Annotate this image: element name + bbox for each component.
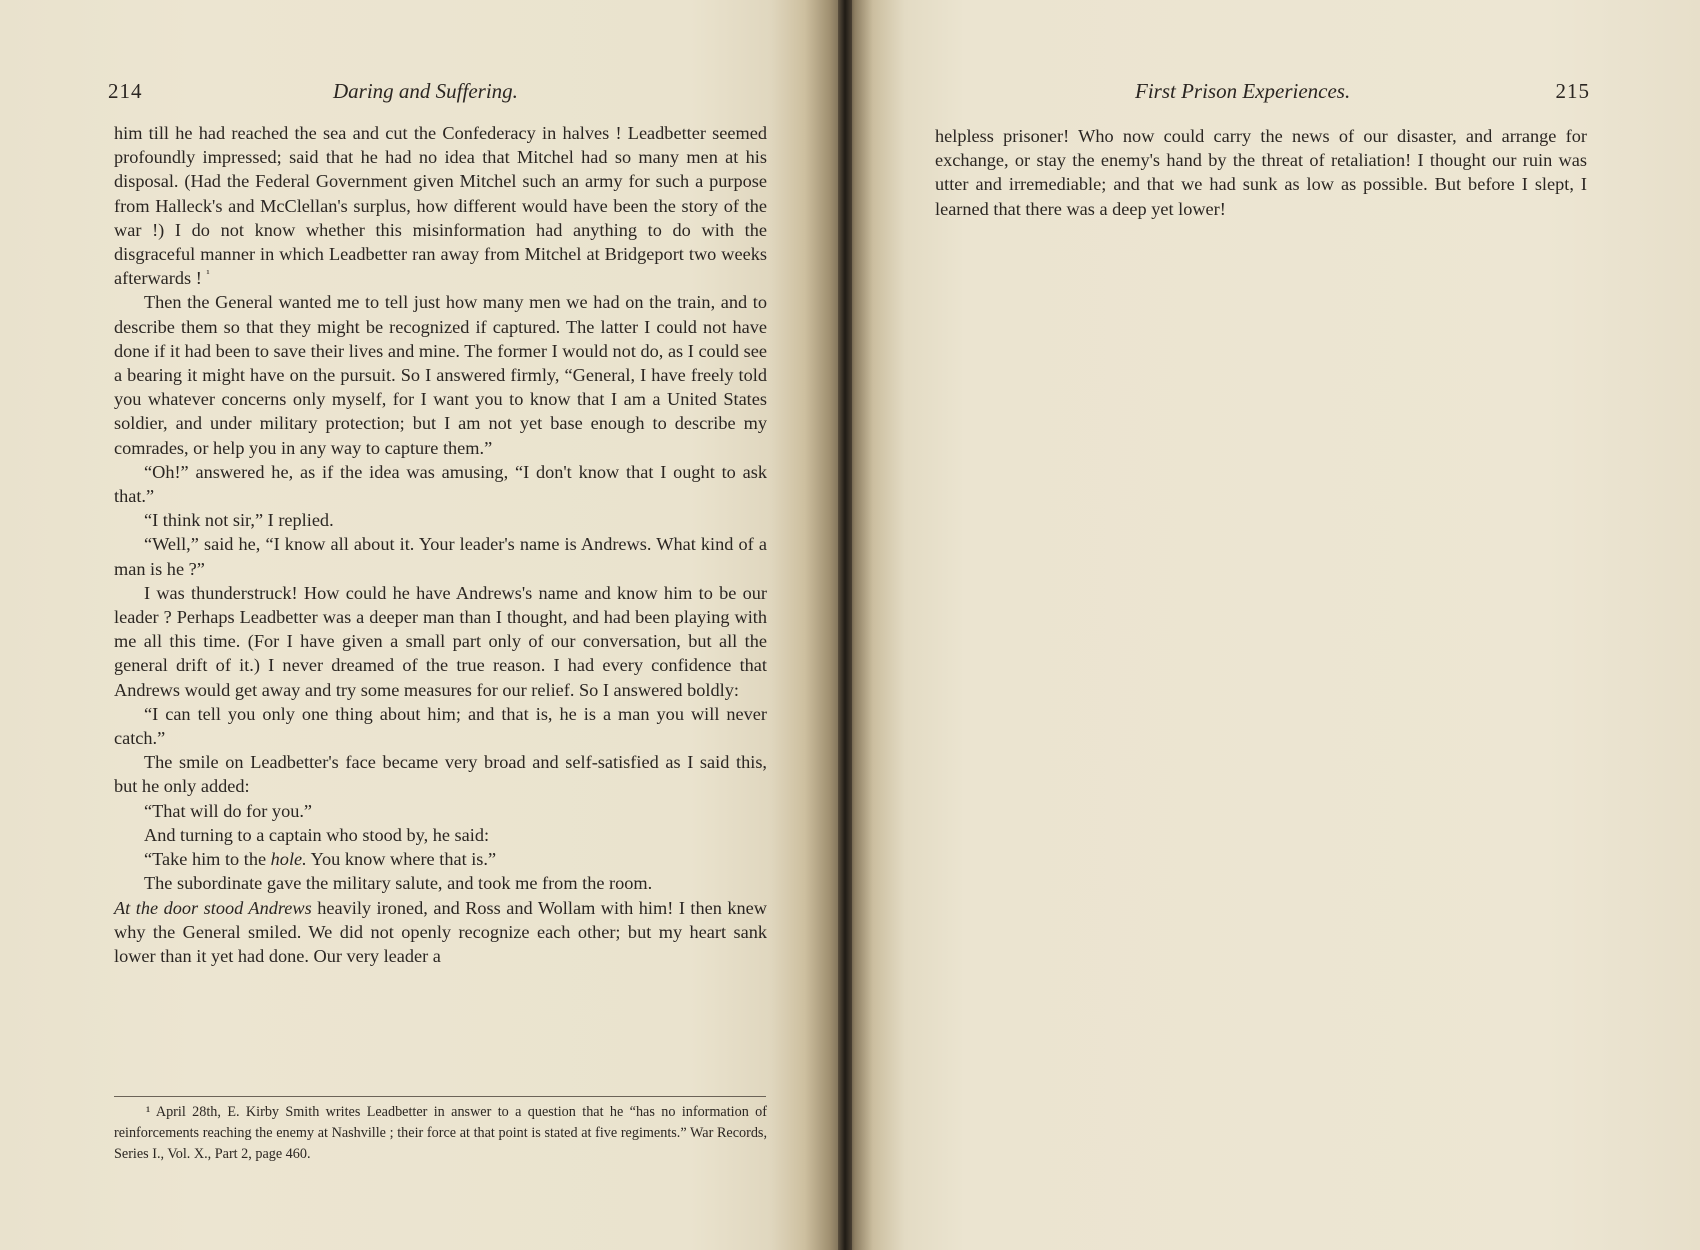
paragraph: I was thunderstruck! How could he have Andrews's name and know him to be our leader ? Perhaps Leadbetter was a deeper man than I thought, and had been playing with me all this time. (For I have given a small part only of our conversation, but all the general drift of it.) I never dreamed of the true reason. I had every confidence that Andrews would get away and try some measures for our relief. So I answered boldly: [114, 582, 767, 700]
paragraph: “Oh!” answered he, as if the idea was amusing, “I don't know that I ought to ask that.” [114, 461, 767, 507]
paragraph: At the door stood Andrews heavily ironed, and Ross and Wollam with him! I then knew why the General smiled. We did not openly recognize each other; but my heart sank lower than it yet had done. Our very leader a [114, 897, 767, 966]
running-head: Daring and Suffering. [333, 79, 518, 103]
paragraph: helpless prisoner! Who now could carry the news of our disaster, and arrange for exchange, or stay the enemy's hand by the threat of retaliation! I thought our ruin was utter and irremediable; and that we had sunk as low as possible. But before I slept, I learned that there was a deep yet lower! [935, 126, 1587, 219]
paragraph: “I think not sir,” I replied. [144, 510, 334, 531]
right-page-body [935, 124, 1587, 221]
page-number: 214 [108, 79, 143, 103]
paragraph: him till he had reached the sea and cut the Confederacy in halves ! Leadbetter seemed profoundly impressed; said that he had no idea that Mitchel had so many men at his disposal. (Had the Federal Government given Mitchel such an army for such a purpose from Halleck's and McClellan's surplus, how different would have been the story of the war !) I do not know whether this misinformation had anything to do with the disgraceful manner in which Leadbetter ran away from Mitchel at Bridgeport two weeks afterwards ! $^{^1}$ [114, 123, 767, 289]
footnote-marker: ¹ [206, 268, 210, 281]
paragraph: “Well,” said he, “I know all about it. Your leader's name is Andrews. What kind of a man is he ?” [114, 534, 767, 579]
paragraph: The smile on Leadbetter's face became very broad and self-satisfied as I said this, but he only added: [114, 752, 767, 797]
paragraph: The subordinate gave the military salute, and took me from the room. [144, 873, 653, 894]
paragraph: “I can tell you only one thing about him; and that is, he is a man you will never catch.” [114, 703, 767, 749]
footnote-rule [114, 1096, 766, 1097]
footnote-text: ¹ April 28th, E. Kirby Smith writes Leadbetter in answer to a question that he “has no information of reinforcements reaching the enemy at Nashville ; their force at that point is stated at five regiments.” War Records, Series I., Vol. X., Part 2, page 460. [114, 1104, 767, 1162]
book-gutter [838, 0, 852, 1250]
paragraph: Then the General wanted me to tell just how many men we had on the train, and to describe them so that they might be recognized if captured. The latter I could not have done if it had been to save their lives and mine. The former I would not do, as I could see a bearing it might have on the pursuit. So I answered firmly, “General, I have freely told you whatever concerns only myself, for I want you to know that I am a United States soldier, and under military protection; but I am not yet base enough to describe my comrades, or help you in any way to capture them.” [114, 292, 767, 458]
page-number: 215 [1555, 79, 1590, 103]
paragraph: “That will do for you.” [144, 800, 313, 821]
left-page-body [114, 121, 767, 968]
paragraph: And turning to a captain who stood by, he said: [144, 824, 490, 845]
left-page-header [108, 74, 768, 108]
running-head: First Prison Experiences. [1135, 79, 1351, 103]
paragraph: “Take him to the hole. You know where that is.” [144, 849, 497, 870]
right-page [845, 0, 1700, 1250]
right-page-header [935, 74, 1590, 108]
footnote [114, 1102, 767, 1165]
left-page [0, 0, 845, 1250]
